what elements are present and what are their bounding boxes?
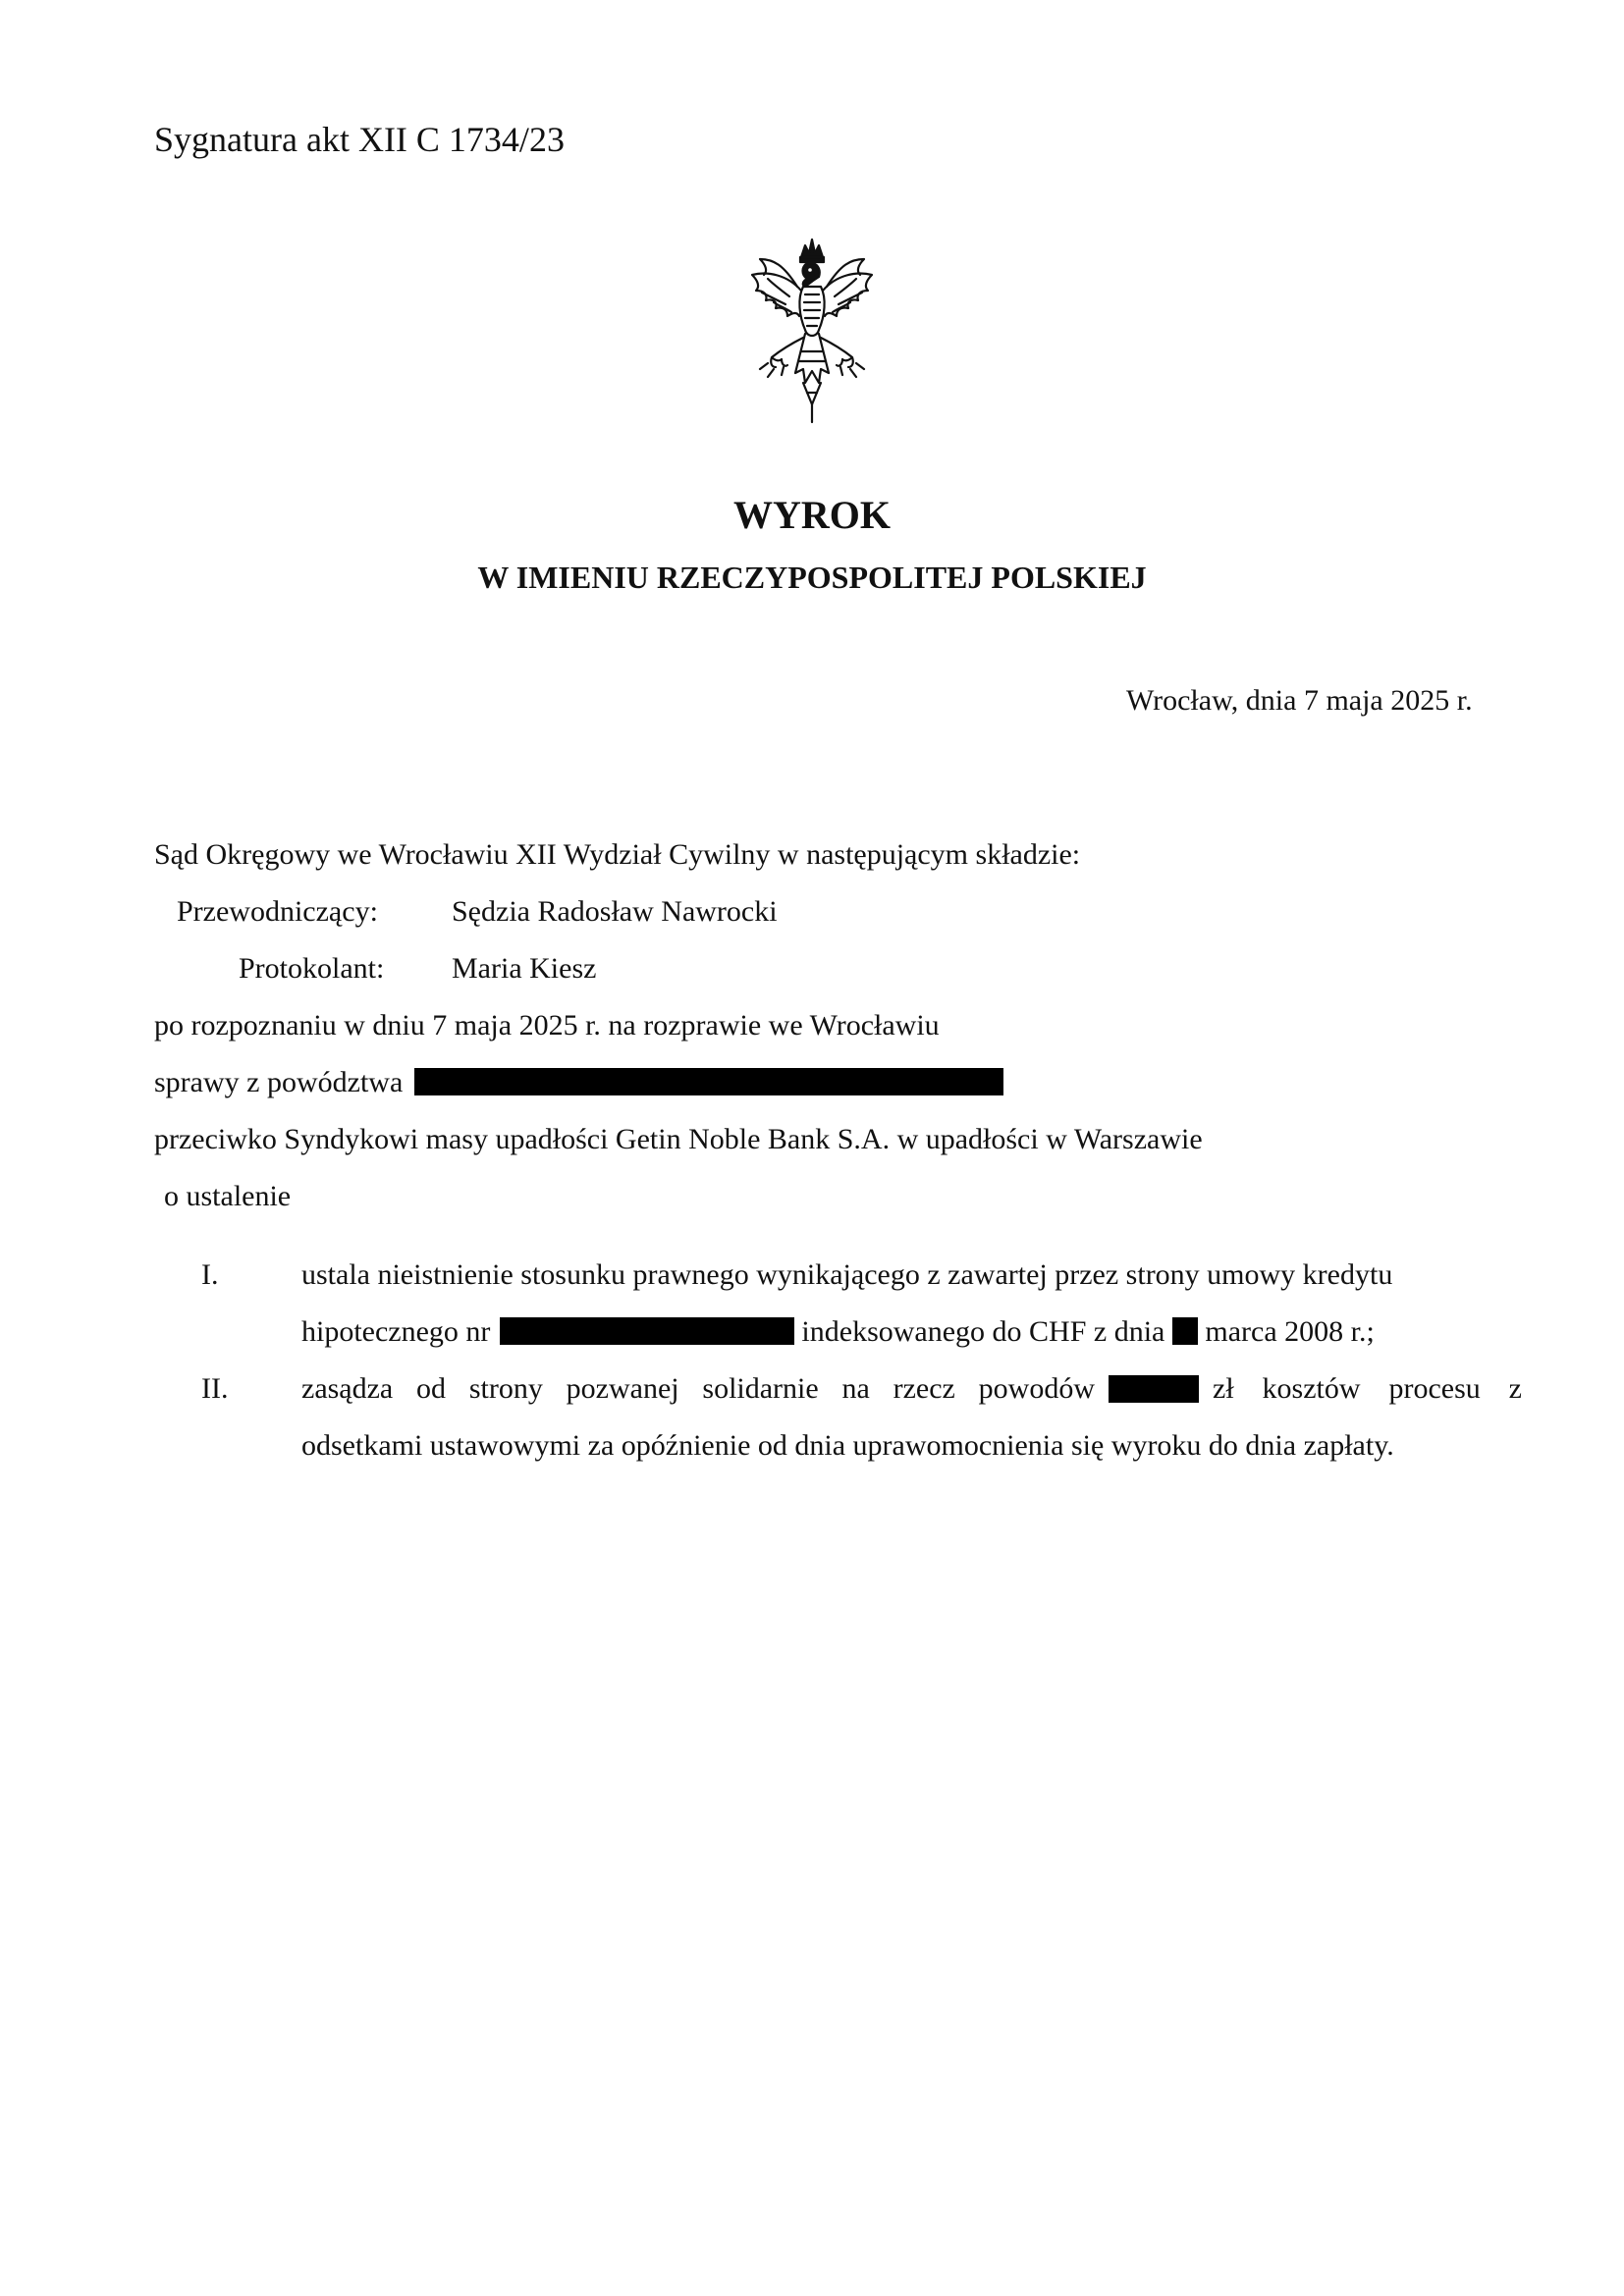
defendant-line: przeciwko Syndykowi masy upadłości Getin Noble Bank S.A. w upadłości w Warszawie	[154, 1123, 1203, 1155]
case-signature: Sygnatura akt XII C 1734/23	[154, 120, 565, 159]
hearing-line: po rozpoznaniu w dniu 7 maja 2025 r. na rozprawie we Wrocławiu	[154, 1009, 940, 1041]
subject-line: o ustalenie	[164, 1180, 292, 1212]
plaintiff-prefix: sprawy z powództwa	[154, 1066, 404, 1098]
plaintiff-line	[154, 1065, 1003, 1100]
polish-eagle-emblem-icon	[738, 236, 886, 428]
court-intro: Sąd Okręgowy we Wrocławiu XII Wydział Cywilny w następującym składzie:	[154, 838, 1081, 871]
clerk-label: Protokolant:	[239, 952, 385, 985]
redacted-day	[1172, 1317, 1198, 1345]
ruling-1-part-c: marca 2008 r.;	[1205, 1315, 1375, 1348]
chair-value: Sędzia Radosław Nawrocki	[452, 895, 778, 928]
ruling-2-line-2: odsetkami ustawowymi za opóźnienie od dnia uprawomocnienia się wyroku do dnia zapłaty.	[301, 1429, 1394, 1462]
redacted-plaintiff	[414, 1068, 1003, 1095]
redacted-amount	[1109, 1375, 1199, 1403]
ruling-1-number: I.	[201, 1258, 219, 1291]
ruling-2-number: II.	[201, 1372, 229, 1405]
ruling-2-part-a: zasądza od strony pozwanej solidarnie na rzecz powodów	[301, 1372, 1095, 1405]
clerk-value: Maria Kiesz	[452, 952, 597, 985]
ruling-1-line-1: ustala nieistnienie stosunku prawnego wynikającego z zawartej przez strony umowy kredytu	[301, 1258, 1393, 1291]
judgment-title: WYROK	[733, 493, 891, 537]
ruling-1-part-a: hipotecznego nr	[301, 1315, 491, 1348]
chair-label: Przewodniczący:	[177, 895, 378, 928]
judgment-subtitle: W IMIENIU RZECZYPOSPOLITEJ POLSKIEJ	[477, 560, 1147, 595]
place-and-date: Wrocław, dnia 7 maja 2025 r.	[1126, 684, 1473, 717]
ruling-1-line-2	[301, 1314, 1522, 1350]
ruling-2-part-b: zł kosztów procesu z	[1213, 1372, 1522, 1405]
ruling-2-line-1	[301, 1371, 1522, 1407]
redacted-contract-number	[500, 1317, 794, 1345]
ruling-1-part-b: indeksowanego do CHF z dnia	[801, 1315, 1165, 1348]
